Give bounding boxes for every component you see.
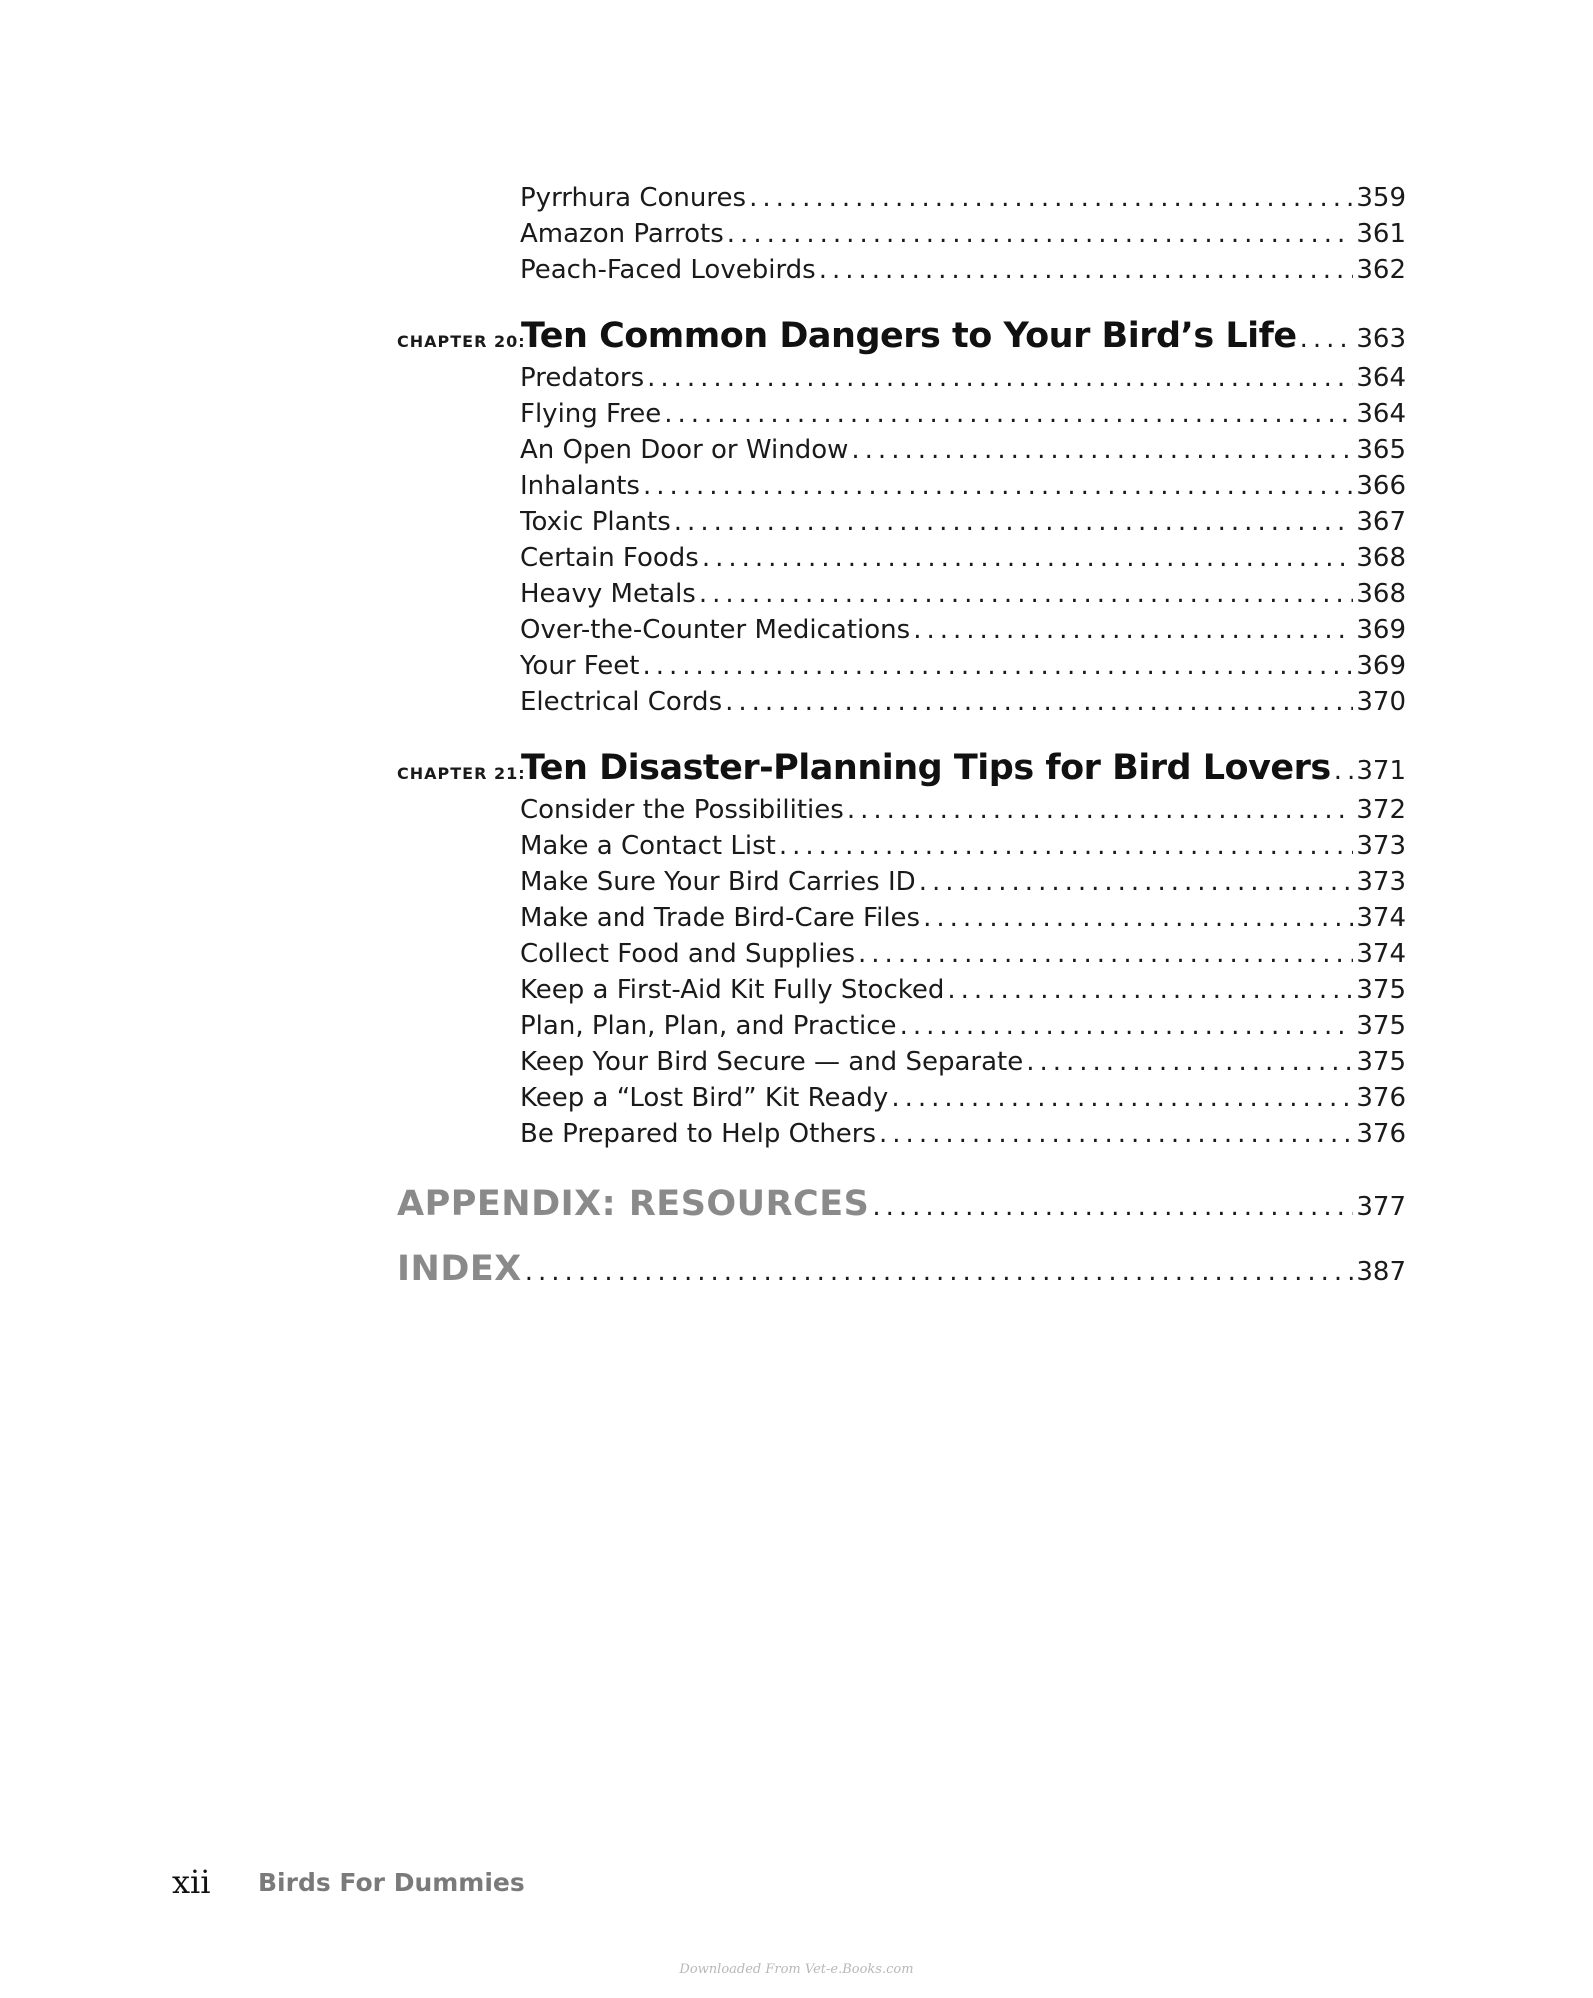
toc-entry-title: Be Prepared to Help Others [520,1119,877,1149]
toc-entry-title: Over-the-Counter Medications [520,615,911,645]
toc-entry-page: 374 [1356,903,1406,933]
toc-entry[interactable] [520,252,1406,288]
part-title: APPENDIX: RESOURCES [397,1184,870,1224]
toc-entry-title: Consider the Possibilities [520,795,844,825]
dot-leader [643,648,1354,684]
dot-leader [919,864,1354,900]
toc-entry-page: 375 [1356,1011,1406,1041]
dot-leader [727,216,1354,252]
dot-leader [779,828,1354,864]
toc-entry-page: 370 [1356,687,1406,717]
part-title: INDEX [397,1249,522,1289]
chapter-label: CHAPTER 20: [397,332,526,351]
toc-entry-title: Keep a “Lost Bird” Kit Ready [520,1083,889,1113]
toc-entry-page: 376 [1356,1119,1406,1149]
toc-entry-page: 369 [1356,615,1406,645]
dot-leader [647,360,1353,396]
toc-entry-title: Make and Trade Bird-Care Files [520,903,921,933]
toc-entry-title: Peach-Faced Lovebirds [520,255,816,285]
toc-entry-page: 369 [1356,651,1406,681]
toc-entry-page: 359 [1356,183,1406,213]
chapter-page: 363 [1356,324,1406,354]
dot-leader [525,1244,1354,1297]
toc-entry[interactable] [520,828,1406,864]
watermark: Downloaded From Vet-e.Books.com [679,1962,914,1977]
toc-entry[interactable] [520,1008,1406,1044]
dot-leader [913,612,1353,648]
dot-leader [1026,1044,1353,1080]
dot-leader [891,1080,1353,1116]
toc-entry-title: Heavy Metals [520,579,696,609]
toc-entry[interactable] [520,396,1406,432]
dot-leader [674,504,1354,540]
toc-entry-title: Electrical Cords [520,687,723,717]
toc-entry-title: Keep a First-Aid Kit Fully Stocked [520,975,945,1005]
dot-leader [858,936,1353,972]
toc-entry[interactable] [520,432,1406,468]
running-title: Birds For Dummies [258,1868,525,1897]
toc-entry[interactable] [520,216,1406,252]
chapter-20-heading[interactable] [397,311,1406,361]
toc-entry-page: 361 [1356,219,1406,249]
toc-entry[interactable] [520,936,1406,972]
dot-leader [1300,314,1354,361]
toc-entry-page: 373 [1356,831,1406,861]
chapter-label: CHAPTER 21: [397,764,526,783]
toc-entry-page: 375 [1356,975,1406,1005]
toc-entry-title: Toxic Plants [520,507,671,537]
toc-entry[interactable] [520,612,1406,648]
toc-entry-page: 365 [1356,435,1406,465]
chapter-title: Ten Disaster-Planning Tips for Bird Lovers [521,748,1331,788]
dot-leader [923,900,1353,936]
toc-entry[interactable] [520,684,1406,720]
toc-entry[interactable] [520,504,1406,540]
toc-entry[interactable] [520,900,1406,936]
toc-entry[interactable] [520,648,1406,684]
toc-entry-page: 368 [1356,543,1406,573]
toc-entry-title: An Open Door or Window [520,435,849,465]
appendix-heading[interactable] [397,1176,1406,1232]
toc-entry-page: 364 [1356,363,1406,393]
toc-entry-title: Flying Free [520,399,662,429]
toc-entry-page: 368 [1356,579,1406,609]
chapter-21-heading[interactable] [397,743,1406,793]
dot-leader [725,684,1353,720]
dot-leader [664,396,1353,432]
toc-entry-page: 373 [1356,867,1406,897]
dot-leader [1334,746,1354,793]
toc-entry-title: Make a Contact List [520,831,776,861]
toc-entry[interactable] [520,180,1406,216]
toc-entry-title: Collect Food and Supplies [520,939,856,969]
toc-entry[interactable] [520,792,1406,828]
dot-leader [819,252,1354,288]
toc-entry-title: Make Sure Your Bird Carries ID [520,867,916,897]
toc-entry-page: 372 [1356,795,1406,825]
toc-entry[interactable] [520,576,1406,612]
dot-leader [947,972,1353,1008]
toc-entry-title: Pyrrhura Conures [520,183,747,213]
dot-leader [847,792,1354,828]
dot-leader [699,576,1354,612]
toc-entry-title: Inhalants [520,471,640,501]
toc-entry-title: Keep Your Bird Secure — and Separate [520,1047,1024,1077]
chapter-page: 371 [1356,756,1406,786]
toc-entry-title: Your Feet [520,651,640,681]
toc-entry-page: 375 [1356,1047,1406,1077]
toc-entry[interactable] [520,864,1406,900]
chapter-title: Ten Common Dangers to Your Bird’s Life [521,316,1297,356]
toc-entry[interactable] [520,972,1406,1008]
part-page: 377 [1356,1192,1406,1222]
toc-entry[interactable] [520,1080,1406,1116]
toc-entry-page: 374 [1356,939,1406,969]
dot-leader [702,540,1354,576]
toc-entry-title: Predators [520,363,645,393]
page-folio: xii [172,1863,211,1901]
dot-leader [872,1179,1353,1232]
toc-entry-title: Certain Foods [520,543,699,573]
dot-leader [900,1008,1354,1044]
toc-entry-title: Amazon Parrots [520,219,724,249]
toc-entry-page: 367 [1356,507,1406,537]
toc-entry-page: 366 [1356,471,1406,501]
dot-leader [643,468,1353,504]
toc-entry[interactable] [520,540,1406,576]
toc-entry-page: 376 [1356,1083,1406,1113]
dot-leader [749,180,1353,216]
part-page: 387 [1356,1257,1406,1287]
toc-entry[interactable] [520,1116,1406,1152]
toc-entry[interactable] [520,360,1406,396]
toc-entry-title: Plan, Plan, Plan, and Practice [520,1011,897,1041]
dot-leader [879,1116,1353,1152]
dot-leader [851,432,1353,468]
toc-entry-page: 364 [1356,399,1406,429]
index-heading[interactable] [397,1241,1406,1297]
toc-entry[interactable] [520,468,1406,504]
toc-entry[interactable] [520,1044,1406,1080]
toc-entry-page: 362 [1356,255,1406,285]
